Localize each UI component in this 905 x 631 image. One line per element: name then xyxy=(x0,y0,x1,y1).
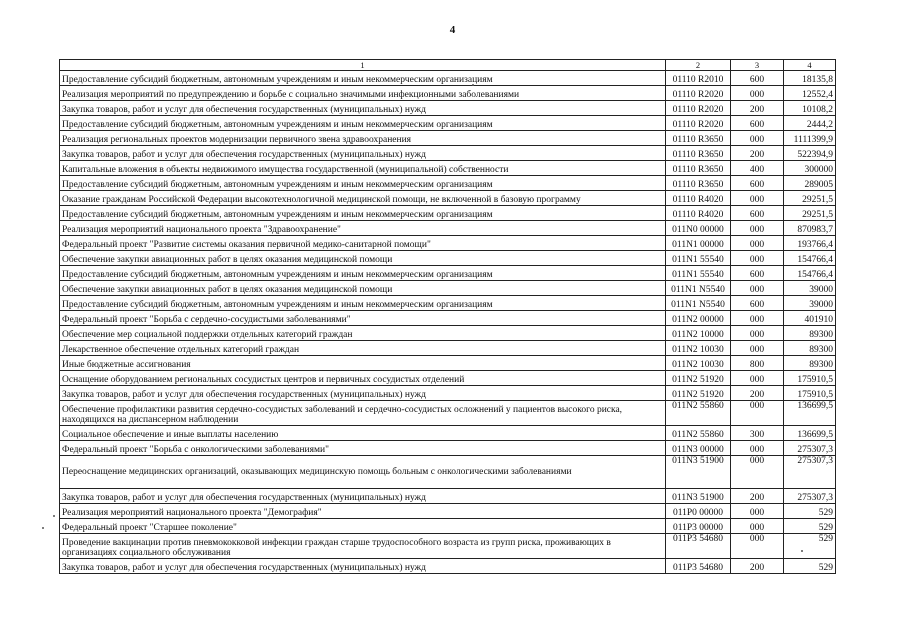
table-row xyxy=(60,251,836,266)
row-name-cell: Реализация мероприятий национального проекта "Здравоохранение" xyxy=(60,221,666,236)
row-kind-cell: 000 xyxy=(731,251,784,266)
row-sum-cell: 300000 xyxy=(784,161,836,176)
table-row xyxy=(60,191,836,206)
row-name-cell: Реализация мероприятий по предупреждению и борьбе с социально значимыми инфекционными заболеваниями xyxy=(60,86,666,101)
row-sum-cell: 39000 xyxy=(784,281,836,296)
row-kind-cell: 000 xyxy=(731,371,784,386)
table-row xyxy=(60,71,836,86)
row-code-cell: 011P3 00000 xyxy=(666,519,731,534)
table-row xyxy=(60,559,836,574)
row-name-cell: Реализация региональных проектов модернизации первичного звена здравоохранения xyxy=(60,131,666,146)
row-sum-cell: 12552,4 xyxy=(784,86,836,101)
scan-speck xyxy=(53,515,55,517)
row-kind-cell: 600 xyxy=(731,296,784,311)
row-sum-cell: 29251,5 xyxy=(784,206,836,221)
row-kind-cell: 000 xyxy=(731,191,784,206)
row-sum-cell: 289005 xyxy=(784,176,836,191)
row-kind-cell: 200 xyxy=(731,559,784,574)
row-kind-cell: 000 xyxy=(731,326,784,341)
row-code-cell: 01110 R3650 xyxy=(666,131,731,146)
row-sum-cell: 10108,2 xyxy=(784,101,836,116)
row-name-cell: Федеральный проект "Старшее поколение" xyxy=(60,519,666,534)
table-row xyxy=(60,401,836,426)
table-row xyxy=(60,534,836,559)
row-code-cell: 011N1 N5540 xyxy=(666,296,731,311)
row-code-cell: 011N2 00000 xyxy=(666,311,731,326)
row-kind-cell: 200 xyxy=(731,489,784,504)
row-name-cell: Оказание гражданам Российской Федерации высокотехнологичной медицинской помощи, не включенной в базовую программу xyxy=(60,191,666,206)
row-code-cell: 011N1 55540 xyxy=(666,251,731,266)
table-row xyxy=(60,441,836,456)
row-code-cell: 011N2 10030 xyxy=(666,356,731,371)
table-row xyxy=(60,176,836,191)
row-name-cell: Федеральный проект "Борьба с онкологическими заболеваниями" xyxy=(60,441,666,456)
row-kind-cell: 000 xyxy=(731,401,784,426)
table-row xyxy=(60,161,836,176)
budget-table-body xyxy=(60,60,836,574)
row-code-cell: 011P3 54680 xyxy=(666,534,731,559)
row-sum-cell: 18135,8 xyxy=(784,71,836,86)
row-name-cell: Федеральный проект "Развитие системы оказания первичной медико-санитарной помощи" xyxy=(60,236,666,251)
row-kind-cell: 800 xyxy=(731,356,784,371)
row-kind-cell: 200 xyxy=(731,146,784,161)
row-sum-cell: 522394,9 xyxy=(784,146,836,161)
row-code-cell: 011P0 00000 xyxy=(666,504,731,519)
row-kind-cell: 000 xyxy=(731,131,784,146)
row-kind-cell: 000 xyxy=(731,311,784,326)
row-kind-cell: 200 xyxy=(731,386,784,401)
row-name-cell: Обеспечение профилактики развития сердечно-сосудистых заболеваний и сердечно-сосудистых осложнений у пациентов высокого риска, находящихся на диспансерном наблюдении xyxy=(60,401,666,426)
table-row xyxy=(60,266,836,281)
row-code-cell: 01110 R3650 xyxy=(666,161,731,176)
row-sum-cell: 275307,3 xyxy=(784,489,836,504)
table-row xyxy=(60,386,836,401)
row-code-cell: 011N3 51900 xyxy=(666,456,731,489)
scan-speck xyxy=(42,527,44,529)
row-sum-cell: 275307,3 xyxy=(784,441,836,456)
table-row xyxy=(60,116,836,131)
row-kind-cell: 000 xyxy=(731,281,784,296)
row-name-cell: Проведение вакцинации против пневмококковой инфекции граждан старше трудоспособного возраста из групп риска, проживающих в организациях социального обслуживания xyxy=(60,534,666,559)
row-name-cell: Обеспечение закупки авиационных работ в целях оказания медицинской помощи xyxy=(60,251,666,266)
table-row xyxy=(60,426,836,441)
row-name-cell: Закупка товаров, работ и услуг для обеспечения государственных (муниципальных) нужд xyxy=(60,559,666,574)
row-sum-cell: 175910,5 xyxy=(784,386,836,401)
scan-speck xyxy=(801,550,803,552)
row-name-cell: Предоставление субсидий бюджетным, автономным учреждениям и иным некоммерческим организациям xyxy=(60,176,666,191)
row-kind-cell: 000 xyxy=(731,456,784,489)
row-sum-cell: 193766,4 xyxy=(784,236,836,251)
table-row xyxy=(60,356,836,371)
row-sum-cell: 2444,2 xyxy=(784,116,836,131)
row-kind-cell: 000 xyxy=(731,504,784,519)
table-row xyxy=(60,456,836,489)
scan-speck xyxy=(472,84,474,86)
row-sum-cell: 39000 xyxy=(784,296,836,311)
table-row xyxy=(60,489,836,504)
row-name-cell: Капитальные вложения в объекты недвижимого имущества государственной (муниципальной) собственности xyxy=(60,161,666,176)
row-code-cell: 011N3 51900 xyxy=(666,489,731,504)
table-row xyxy=(60,221,836,236)
row-sum-cell: 870983,7 xyxy=(784,221,836,236)
row-code-cell: 01110 R2020 xyxy=(666,116,731,131)
page-number: 4 xyxy=(449,24,456,36)
row-kind-cell: 200 xyxy=(731,101,784,116)
row-sum-cell: 89300 xyxy=(784,341,836,356)
row-code-cell: 011N2 10000 xyxy=(666,326,731,341)
row-code-cell: 01110 R2020 xyxy=(666,86,731,101)
row-code-cell: 011N2 51920 xyxy=(666,386,731,401)
row-kind-cell: 000 xyxy=(731,236,784,251)
table-row xyxy=(60,326,836,341)
row-kind-cell: 000 xyxy=(731,441,784,456)
column-header-sum: 4 xyxy=(784,60,836,71)
row-code-cell: 01110 R4020 xyxy=(666,191,731,206)
row-kind-cell: 000 xyxy=(731,534,784,559)
row-sum-cell: 529 xyxy=(784,519,836,534)
row-name-cell: Предоставление субсидий бюджетным, автономным учреждениям и иным некоммерческим организациям xyxy=(60,296,666,311)
row-code-cell: 01110 R2010 xyxy=(666,71,731,86)
row-sum-cell: 29251,5 xyxy=(784,191,836,206)
row-name-cell: Обеспечение закупки авиационных работ в целях оказания медицинской помощи xyxy=(60,281,666,296)
row-kind-cell: 000 xyxy=(731,221,784,236)
row-name-cell: Предоставление субсидий бюджетным, автономным учреждениям и иным некоммерческим организациям xyxy=(60,266,666,281)
row-kind-cell: 400 xyxy=(731,161,784,176)
row-code-cell: 011N2 51920 xyxy=(666,371,731,386)
table-row xyxy=(60,371,836,386)
table-row xyxy=(60,101,836,116)
row-kind-cell: 600 xyxy=(731,71,784,86)
row-name-cell: Лекарственное обеспечение отдельных категорий граждан xyxy=(60,341,666,356)
table-row xyxy=(60,146,836,161)
row-kind-cell: 300 xyxy=(731,426,784,441)
column-header-name: 1 xyxy=(60,60,666,71)
row-code-cell: 011N2 10030 xyxy=(666,341,731,356)
row-code-cell: 011N2 55860 xyxy=(666,401,731,426)
row-name-cell: Переоснащение медицинских организаций, оказывающих медицинскую помощь больным с онкологическими заболеваниями xyxy=(60,456,666,489)
column-header-code: 2 xyxy=(666,60,731,71)
row-kind-cell: 600 xyxy=(731,116,784,131)
row-code-cell: 011N2 55860 xyxy=(666,426,731,441)
row-name-cell: Предоставление субсидий бюджетным, автономным учреждениям и иным некоммерческим организациям xyxy=(60,71,666,86)
row-code-cell: 011N0 00000 xyxy=(666,221,731,236)
row-code-cell: 011N1 N5540 xyxy=(666,281,731,296)
row-name-cell: Закупка товаров, работ и услуг для обеспечения государственных (муниципальных) нужд xyxy=(60,386,666,401)
row-sum-cell: 136699,5 xyxy=(784,426,836,441)
row-sum-cell: 136699,5 xyxy=(784,401,836,426)
row-name-cell: Предоставление субсидий бюджетным, автономным учреждениям и иным некоммерческим организациям xyxy=(60,206,666,221)
row-code-cell: 01110 R3650 xyxy=(666,176,731,191)
row-code-cell: 011N3 00000 xyxy=(666,441,731,456)
row-name-cell: Закупка товаров, работ и услуг для обеспечения государственных (муниципальных) нужд xyxy=(60,489,666,504)
row-name-cell: Иные бюджетные ассигнования xyxy=(60,356,666,371)
row-code-cell: 011N1 55540 xyxy=(666,266,731,281)
row-kind-cell: 600 xyxy=(731,176,784,191)
row-sum-cell: 89300 xyxy=(784,326,836,341)
row-code-cell: 011P3 54680 xyxy=(666,559,731,574)
row-sum-cell: 275307,3 xyxy=(784,456,836,489)
row-sum-cell: 401910 xyxy=(784,311,836,326)
row-code-cell: 01110 R3650 xyxy=(666,146,731,161)
table-row xyxy=(60,206,836,221)
row-sum-cell: 529 xyxy=(784,534,836,559)
budget-table xyxy=(59,59,836,574)
row-kind-cell: 600 xyxy=(731,266,784,281)
table-row xyxy=(60,131,836,146)
row-name-cell: Закупка товаров, работ и услуг для обеспечения государственных (муниципальных) нужд xyxy=(60,101,666,116)
table-row xyxy=(60,504,836,519)
row-name-cell: Закупка товаров, работ и услуг для обеспечения государственных (муниципальных) нужд xyxy=(60,146,666,161)
row-sum-cell: 175910,5 xyxy=(784,371,836,386)
row-sum-cell: 154766,4 xyxy=(784,266,836,281)
row-code-cell: 01110 R4020 xyxy=(666,206,731,221)
row-name-cell: Оснащение оборудованием региональных сосудистых центров и первичных сосудистых отделений xyxy=(60,371,666,386)
row-name-cell: Федеральный проект "Борьба с сердечно-сосудистыми заболеваниями" xyxy=(60,311,666,326)
table-row xyxy=(60,341,836,356)
row-name-cell: Реализация мероприятий национального проекта "Демография" xyxy=(60,504,666,519)
table-row xyxy=(60,86,836,101)
row-kind-cell: 600 xyxy=(731,206,784,221)
row-sum-cell: 154766,4 xyxy=(784,251,836,266)
table-row xyxy=(60,311,836,326)
row-sum-cell: 89300 xyxy=(784,356,836,371)
row-sum-cell: 529 xyxy=(784,559,836,574)
row-kind-cell: 000 xyxy=(731,86,784,101)
table-row xyxy=(60,296,836,311)
row-kind-cell: 000 xyxy=(731,341,784,356)
row-name-cell: Обеспечение мер социальной поддержки отдельных категорий граждан xyxy=(60,326,666,341)
row-kind-cell: 000 xyxy=(731,519,784,534)
row-name-cell: Социальное обеспечение и иные выплаты населению xyxy=(60,426,666,441)
table-header-row xyxy=(60,60,836,71)
table-row xyxy=(60,281,836,296)
table-row xyxy=(60,519,836,534)
table-row xyxy=(60,236,836,251)
row-code-cell: 01110 R2020 xyxy=(666,101,731,116)
row-code-cell: 011N1 00000 xyxy=(666,236,731,251)
row-sum-cell: 529 xyxy=(784,504,836,519)
column-header-kind: 3 xyxy=(731,60,784,71)
row-sum-cell: 1111399,9 xyxy=(784,131,836,146)
row-name-cell: Предоставление субсидий бюджетным, автономным учреждениям и иным некоммерческим организациям xyxy=(60,116,666,131)
